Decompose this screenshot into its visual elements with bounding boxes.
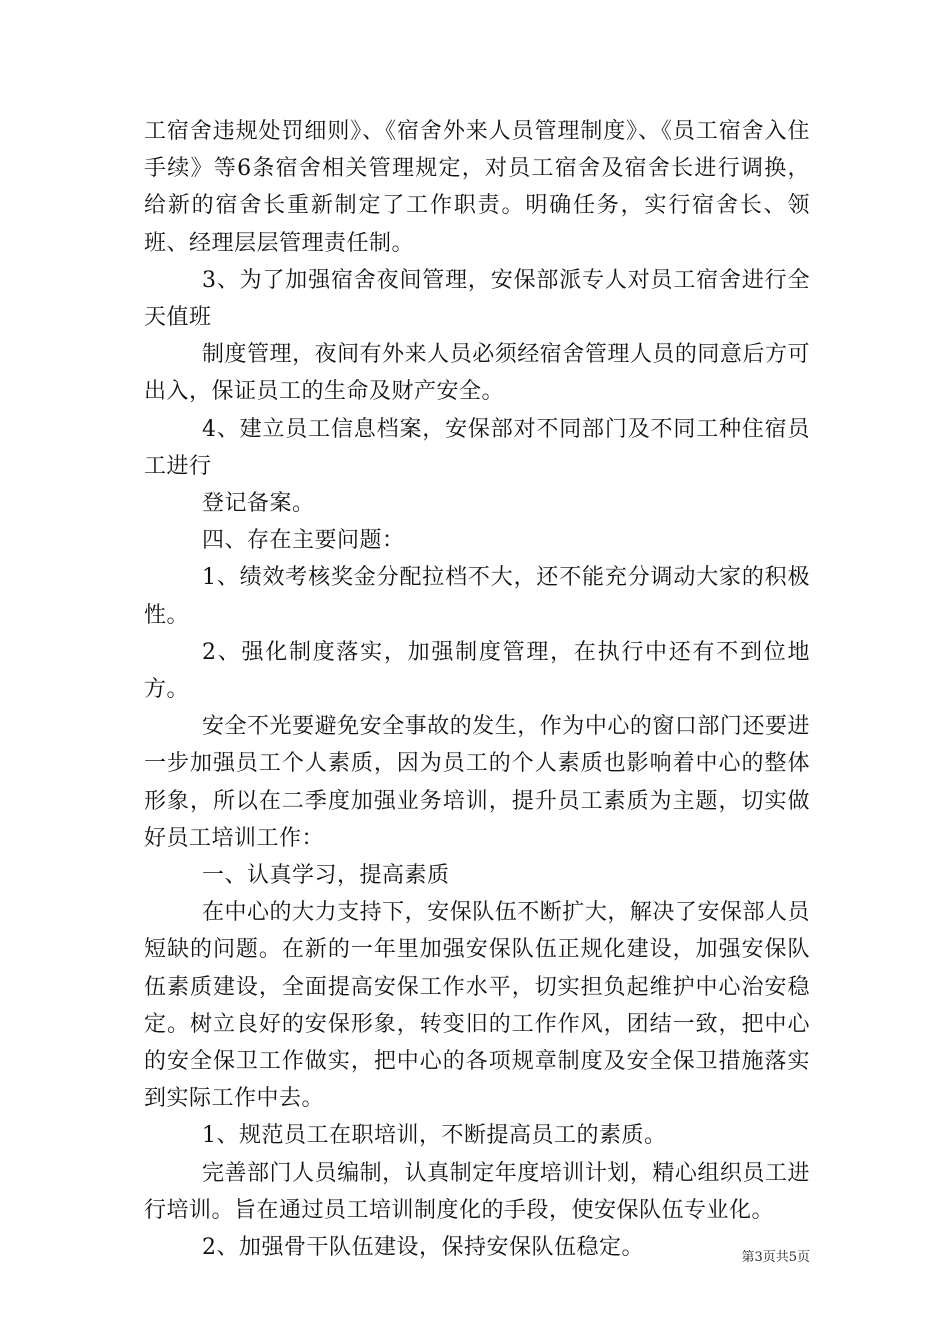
section-heading-study: 一、认真学习，提高素质 [202, 863, 450, 889]
paragraph-9: 安全不光要避免安全事故的发生，作为中心的窗口部门还要进一步加强员工个人素质，因为员工的个人素质也影响着中心的整体形象，所以在二季度加强业务培训，提升员工素质为主题，切实做好员工培训工作： [144, 714, 810, 851]
paragraph-14: 2、加强骨干队伍建设，保持安保队伍稳定。 [202, 1235, 644, 1261]
paragraph-7: 1、绩效考核奖金分配拉档不大，还不能充分调动大家的积极性。 [144, 565, 810, 628]
section-heading-problems: 四、存在主要问题： [202, 528, 405, 554]
paragraph-11: 在中心的大力支持下，安保队伍不断扩大，解决了安保部人员短缺的问题。在新的一年里加强安保队伍正规化建设，加强安保队伍素质建设，全面提高安保工作水平，切实担负起维护中心治安稳定。树立良好的安保形象，转变旧的工作作风，团结一致，把中心的安全保卫工作做实，把中心的各项规章制度及安全保卫措施落实到实际工作中去。 [144, 900, 810, 1112]
paragraph-12: 1、规范员工在职培训，不断提高员工的素质。 [202, 1123, 667, 1149]
paragraph-8: 2、强化制度落实，加强制度管理，在执行中还有不到位地方。 [144, 639, 810, 703]
paragraph-5: 登记备案。 [202, 491, 315, 517]
page-number-footer: 第3页共5页 [741, 1250, 810, 1265]
paragraph-1: 工宿舍违规处罚细则》、《宿舍外来人员管理制度》、《员工宿舍入住手续》等6条宿舍相关管理规定，对员工宿舍及宿舍长进行调换，给新的宿舍长重新制定了工作职责。明确任务，实行宿舍长、领班、经理层层管理责任制。 [144, 119, 810, 256]
paragraph-2: 3、为了加强宿舍夜间管理，安保部派专人对员工宿舍进行全天值班 [144, 267, 810, 331]
paragraph-4: 4、建立员工信息档案，安保部对不同部门及不同工种住宿员工进行 [144, 416, 810, 479]
paragraph-13: 完善部门人员编制，认真制定年度培训计划，精心组织员工进行培训。旨在通过员工培训制度化的手段，使安保队伍专业化。 [144, 1160, 810, 1223]
document-body [144, 113, 810, 1266]
paragraph-3: 制度管理，夜间有外来人员必须经宿舍管理人员的同意后方可出入，保证员工的生命及财产安全。 [144, 342, 810, 405]
